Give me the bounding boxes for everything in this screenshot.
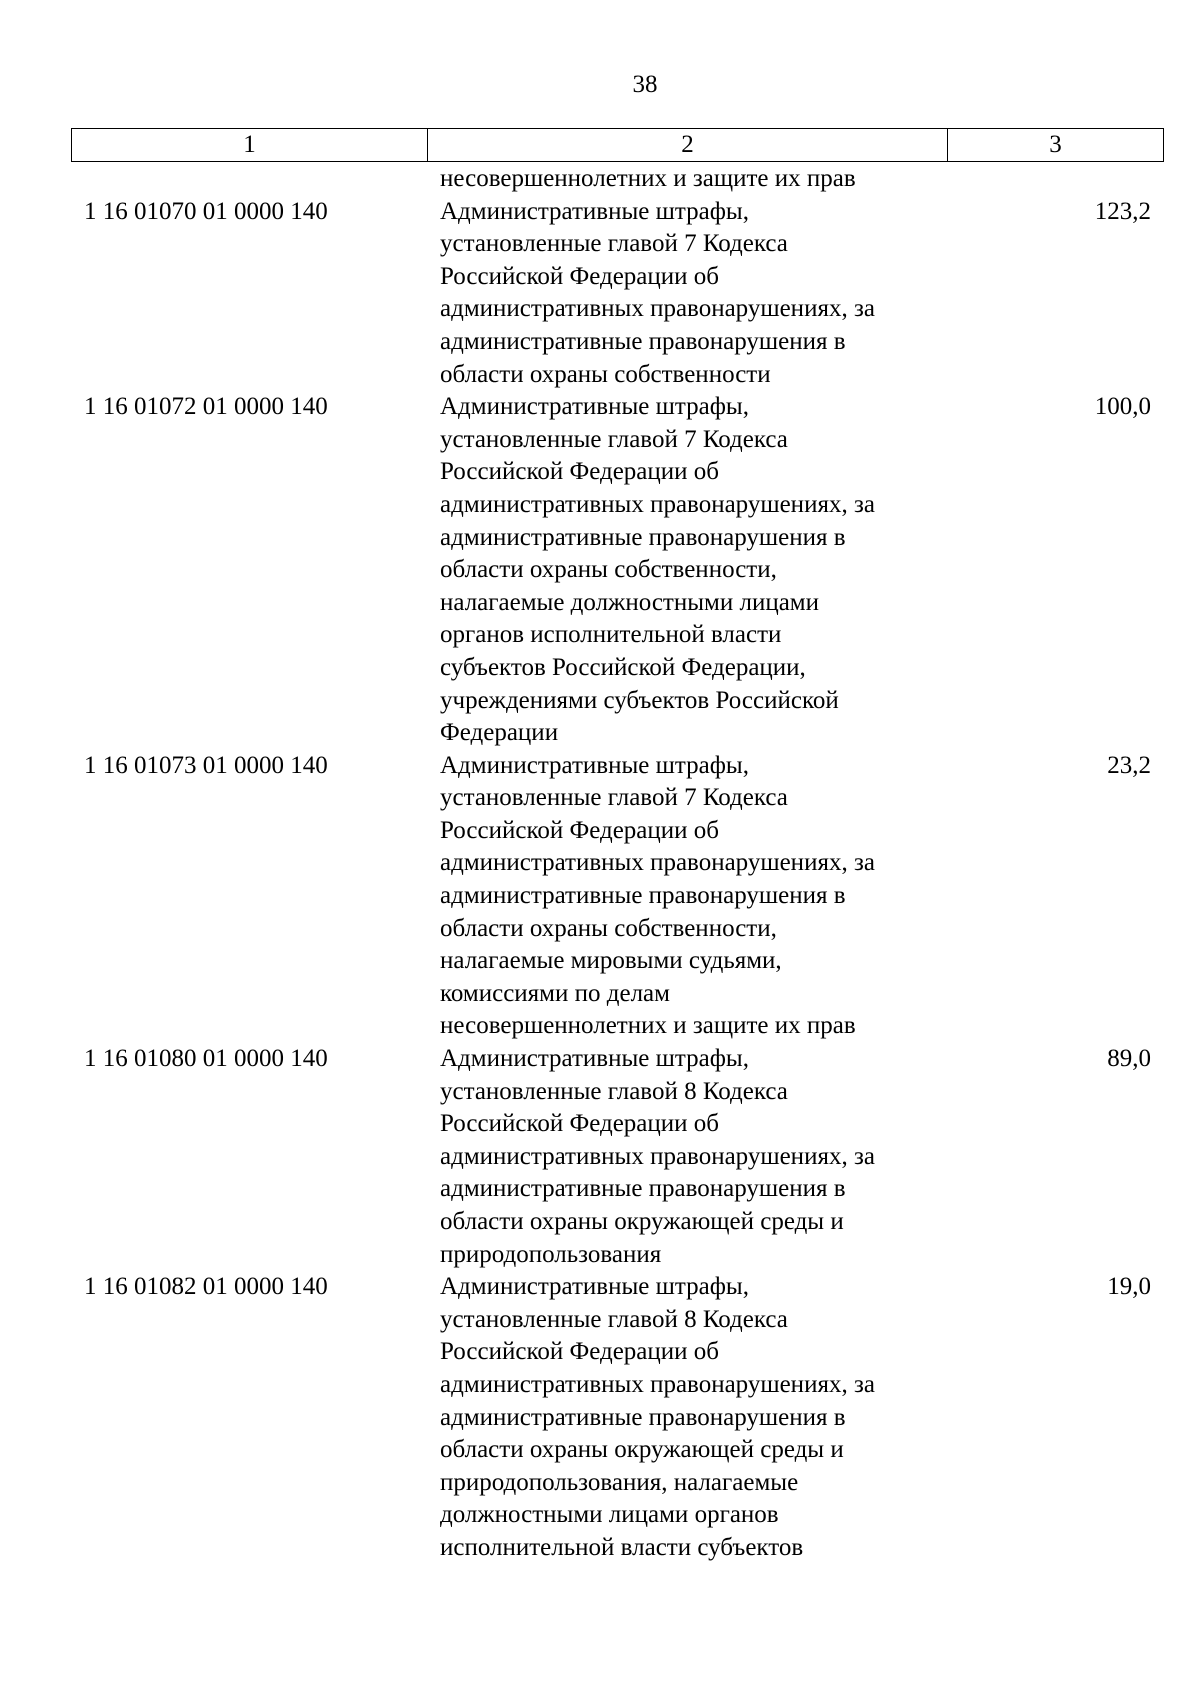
row-value: 123,2 (1094, 197, 1151, 225)
row-code: 1 16 01073 01 0000 140 (84, 751, 328, 779)
header-row (72, 129, 1164, 162)
table-row (71, 750, 1163, 1043)
row-value: 89,0 (1107, 1045, 1151, 1073)
row-code: 1 16 01072 01 0000 140 (84, 393, 328, 421)
carryover-row (71, 163, 1163, 196)
table-row (71, 391, 1163, 750)
row-code: 1 16 01070 01 0000 140 (84, 197, 328, 225)
table-row (71, 1043, 1163, 1271)
row-description: Административные штрафы, установленные главой 8 Кодекса Российской Федерации об административных правонарушениях, за административные правонарушения в области охраны окружающей среды и природопользования (440, 1045, 875, 1268)
header-col-2: 2 (428, 129, 948, 162)
carryover-text: несовершеннолетних и защите их прав (440, 165, 856, 192)
table-row (71, 196, 1163, 392)
table-header (71, 128, 1164, 162)
row-description: Административные штрафы, установленные главой 8 Кодекса Российской Федерации об административных правонарушениях, за административные правонарушения в области охраны окружающей среды и природопользования, налагаемые должностными лицами органов исполнительной власти субъектов (440, 1273, 875, 1561)
row-value: 100,0 (1094, 393, 1151, 421)
row-value: 19,0 (1107, 1273, 1151, 1301)
row-description: Административные штрафы, установленные главой 7 Кодекса Российской Федерации об административных правонарушениях, за административные правонарушения в области охраны собственности, налагаемые мировыми судьями, комиссиями по делам несовершеннолетних и защите их прав (440, 751, 875, 1040)
row-value: 23,2 (1107, 751, 1151, 779)
header-col-3: 3 (948, 129, 1164, 162)
table-body (71, 163, 1163, 1565)
row-code: 1 16 01082 01 0000 140 (84, 1273, 328, 1301)
page-number: 38 (632, 71, 658, 98)
row-description: Административные штрафы, установленные главой 7 Кодекса Российской Федерации об административных правонарушениях, за административные правонарушения в области охраны собственности, налагаемые должностными лицами органов исполнительной власти субъектов Российской Федерации, учреждениями субъектов Российской Федерации (440, 393, 875, 747)
carryover-code (71, 163, 427, 196)
header-col-1: 1 (72, 129, 428, 162)
table-row (71, 1271, 1163, 1564)
row-description: Административные штрафы, установленные главой 7 Кодекса Российской Федерации об административных правонарушениях, за административные правонарушения в области охраны собственности (440, 197, 875, 388)
row-code: 1 16 01080 01 0000 140 (84, 1045, 328, 1073)
carryover-value (947, 163, 1163, 196)
